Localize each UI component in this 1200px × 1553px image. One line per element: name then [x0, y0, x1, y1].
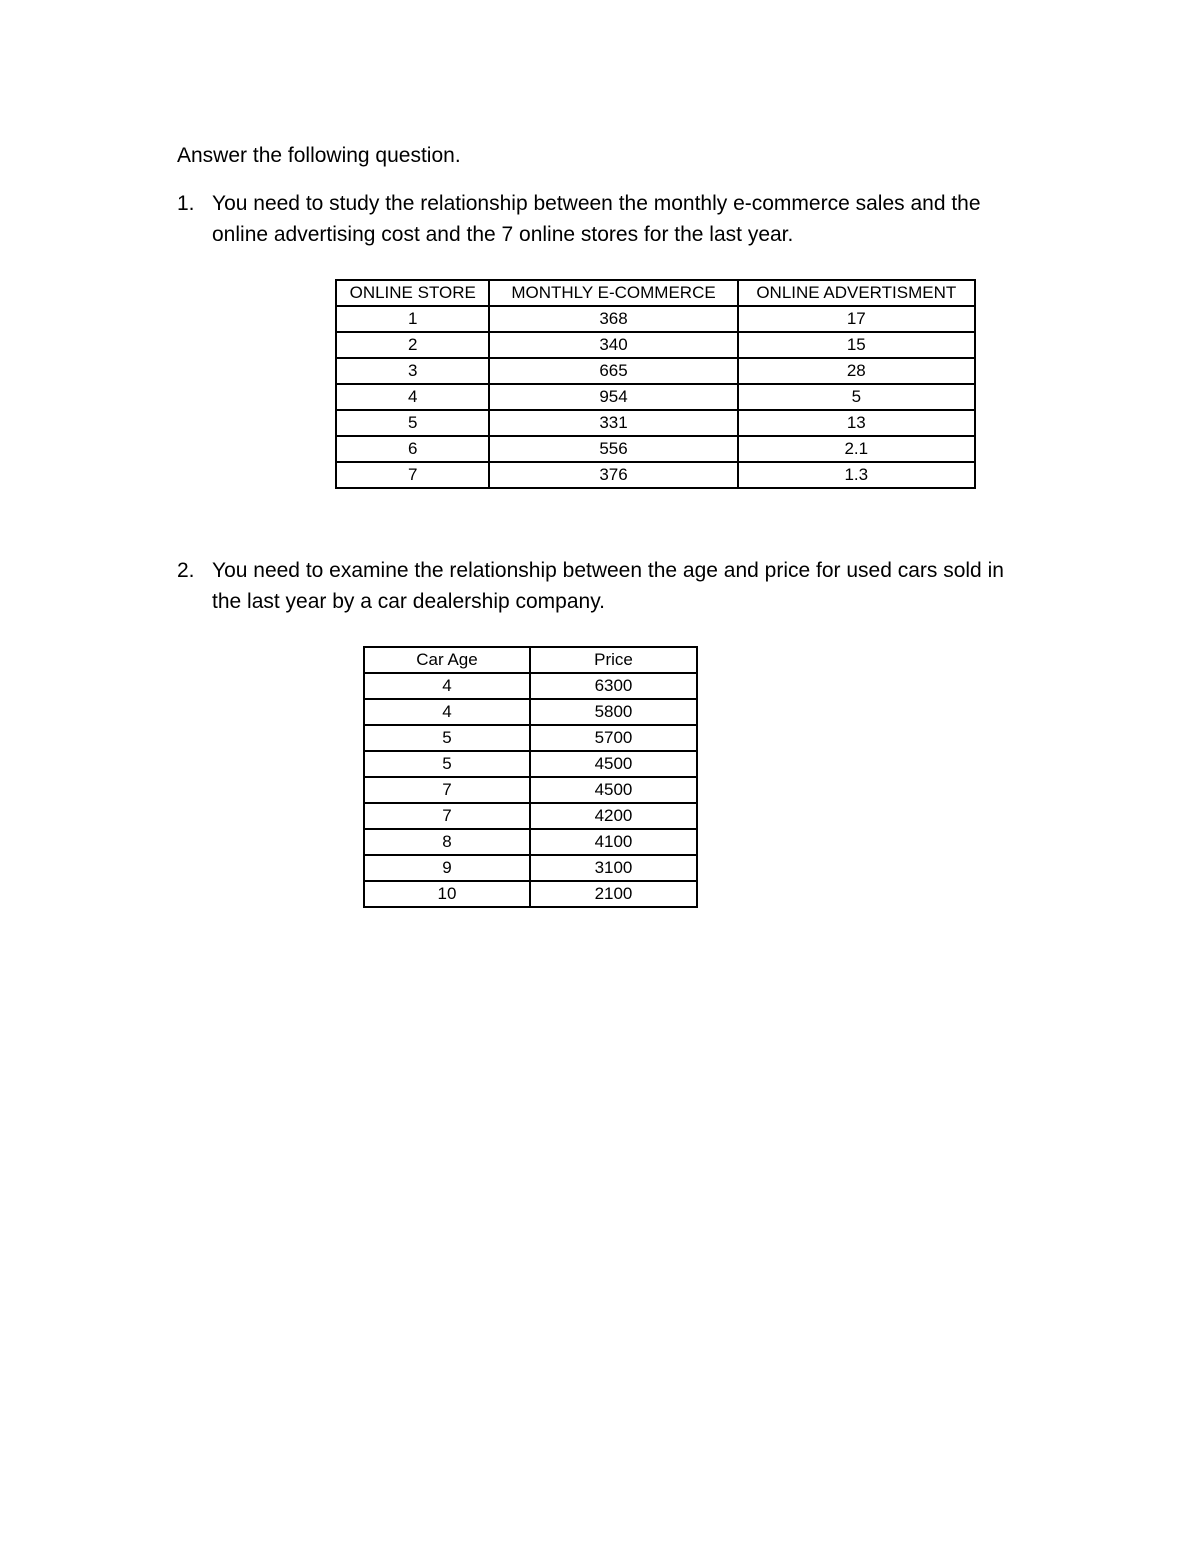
table-cell: 4500	[530, 777, 697, 803]
table-row	[364, 803, 697, 829]
table-cell: 331	[489, 410, 737, 436]
table-cell: 13	[738, 410, 975, 436]
table-row	[364, 699, 697, 725]
table-cell: 6300	[530, 673, 697, 699]
table-cell: 5	[364, 725, 530, 751]
intro-text: Answer the following question.	[177, 144, 461, 167]
table-cell: 5	[336, 410, 489, 436]
table-cell: 5700	[530, 725, 697, 751]
table-cell: 1	[336, 306, 489, 332]
ecommerce-table	[335, 279, 976, 489]
table-row	[336, 410, 975, 436]
table-cell: 556	[489, 436, 737, 462]
table-cell: 4	[364, 699, 530, 725]
table-row	[364, 673, 697, 699]
table-row	[364, 855, 697, 881]
column-header: Car Age	[364, 647, 530, 673]
table-cell: 10	[364, 881, 530, 907]
table-cell: 4	[336, 384, 489, 410]
question-number: 1.	[177, 192, 195, 215]
table-cell: 8	[364, 829, 530, 855]
table-cell: 368	[489, 306, 737, 332]
table-row	[336, 332, 975, 358]
column-header: ONLINE STORE	[336, 280, 489, 306]
table-cell: 2100	[530, 881, 697, 907]
table-header-row	[336, 280, 975, 306]
question-text: You need to study the relationship between the monthly e-commerce sales and the online advertising cost and the 7 online stores for the last year.	[212, 192, 981, 246]
question-number: 2.	[177, 559, 195, 582]
table-row	[336, 462, 975, 488]
table-cell: 1.3	[738, 462, 975, 488]
table-cell: 954	[489, 384, 737, 410]
table-cell: 9	[364, 855, 530, 881]
column-header: ONLINE ADVERTISMENT	[738, 280, 975, 306]
car-price-table	[363, 646, 698, 908]
table-row	[364, 829, 697, 855]
table-cell: 7	[364, 803, 530, 829]
table-cell: 7	[364, 777, 530, 803]
table-row	[336, 384, 975, 410]
table-cell: 17	[738, 306, 975, 332]
table-cell: 4100	[530, 829, 697, 855]
column-header: Price	[530, 647, 697, 673]
table-cell: 2	[336, 332, 489, 358]
table-cell: 340	[489, 332, 737, 358]
table-cell: 7	[336, 462, 489, 488]
question-2	[177, 555, 1037, 617]
table-row	[364, 777, 697, 803]
table-cell: 15	[738, 332, 975, 358]
table-row	[336, 436, 975, 462]
table-cell: 5	[738, 384, 975, 410]
table-cell: 6	[336, 436, 489, 462]
table-row	[336, 358, 975, 384]
table-cell: 3	[336, 358, 489, 384]
table-cell: 5	[364, 751, 530, 777]
column-header: MONTHLY E-COMMERCE	[489, 280, 737, 306]
table-cell: 665	[489, 358, 737, 384]
table-row	[336, 306, 975, 332]
table-cell: 4200	[530, 803, 697, 829]
table-cell: 3100	[530, 855, 697, 881]
table-row	[364, 725, 697, 751]
table-cell: 28	[738, 358, 975, 384]
table-cell: 4500	[530, 751, 697, 777]
table-cell: 5800	[530, 699, 697, 725]
table-cell: 376	[489, 462, 737, 488]
question-text: You need to examine the relationship between the age and price for used cars sold in the last year by a car dealership company.	[212, 559, 1004, 613]
table-header-row	[364, 647, 697, 673]
table-cell: 2.1	[738, 436, 975, 462]
question-1	[177, 188, 1037, 250]
table-row	[364, 881, 697, 907]
table-row	[364, 751, 697, 777]
table-cell: 4	[364, 673, 530, 699]
